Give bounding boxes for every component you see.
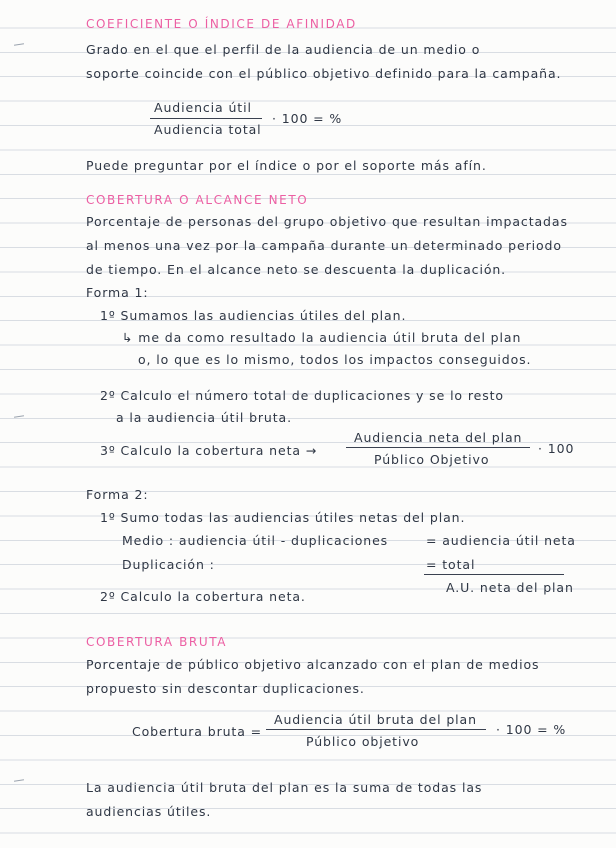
forma2-step2: 2º Calculo la cobertura neta. xyxy=(100,589,306,604)
afinidad-formula-denominator: Audiencia total xyxy=(154,122,262,137)
forma2-eq2: = total xyxy=(426,557,476,572)
afinidad-formula-numerator: Audiencia útil xyxy=(154,100,252,115)
neta-desc-line1: Porcentaje de personas del grupo objetivo que resultan impactadas xyxy=(86,214,568,229)
forma2-medio: Medio : audiencia útil - duplicaciones xyxy=(122,533,389,548)
bruta-formula-lhs: Cobertura bruta = xyxy=(132,724,263,739)
forma1-step1-sub1: ↳ me da como resultado la audiencia útil bruta del plan xyxy=(122,330,522,345)
forma1-label: Forma 1: xyxy=(86,285,149,300)
forma1-step3: 3º Calculo la cobertura neta → xyxy=(100,443,318,458)
heading-cobertura-neta: COBERTURA O ALCANCE NETO xyxy=(86,193,309,207)
neta-desc-line3: de tiempo. En el alcance neto se descuenta la duplicación. xyxy=(86,262,507,277)
forma1-step1-sub2: o, lo que es lo mismo, todos los impactos conseguidos. xyxy=(138,352,532,367)
forma1-step1: 1º Sumamos las audiencias útiles del plan. xyxy=(100,308,407,323)
bruta-formula-denominator: Público objetivo xyxy=(306,734,420,749)
afinidad-formula-multiplier: · 100 = % xyxy=(272,111,343,126)
binder-hole-mark xyxy=(14,43,24,45)
forma2-duplicacion: Duplicación : xyxy=(122,557,215,572)
forma2-eq1: = audiencia útil neta xyxy=(426,533,576,548)
forma1-step3-denominator: Público Objetivo xyxy=(374,452,490,467)
forma1-step2-line2: a la audiencia útil bruta. xyxy=(116,410,292,425)
forma2-label: Forma 2: xyxy=(86,487,149,502)
binder-hole-mark xyxy=(14,415,24,417)
afinidad-desc-line2: soporte coincide con el público objetivo definido para la campaña. xyxy=(86,66,562,81)
heading-afinidad: COEFICIENTE O ÍNDICE DE AFINIDAD xyxy=(86,17,357,31)
binder-hole-mark xyxy=(14,779,24,781)
bruta-desc-line1: Porcentaje de público objetivo alcanzado con el plan de medios xyxy=(86,657,540,672)
bruta-note-line2: audiencias útiles. xyxy=(86,804,212,819)
forma2-step1: 1º Sumo todas las audiencias útiles netas del plan. xyxy=(100,510,466,525)
forma1-step3-fraction-bar xyxy=(346,447,530,448)
forma1-step3-multiplier: · 100 xyxy=(538,441,575,456)
bruta-fraction-bar xyxy=(266,729,486,730)
forma1-step2-line1: 2º Calculo el número total de duplicaciones y se lo resto xyxy=(100,388,504,403)
neta-desc-line2: al menos una vez por la campaña durante un determinado periodo xyxy=(86,238,562,253)
forma1-step3-numerator: Audiencia neta del plan xyxy=(354,430,523,445)
afinidad-note: Puede preguntar por el índice o por el soporte más afín. xyxy=(86,158,487,173)
bruta-formula-multiplier: · 100 = % xyxy=(496,722,567,737)
bruta-desc-line2: propuesto sin descontar duplicaciones. xyxy=(86,681,365,696)
heading-cobertura-bruta: COBERTURA BRUTA xyxy=(86,635,228,649)
bruta-formula-numerator: Audiencia útil bruta del plan xyxy=(274,712,477,727)
forma2-result-bar xyxy=(424,574,564,575)
bruta-note-line1: La audiencia útil bruta del plan es la suma de todas las xyxy=(86,780,483,795)
afinidad-fraction-bar xyxy=(150,118,262,119)
afinidad-desc-line1: Grado en el que el perfil de la audiencia de un medio o xyxy=(86,42,481,57)
forma2-result: A.U. neta del plan xyxy=(446,580,574,595)
